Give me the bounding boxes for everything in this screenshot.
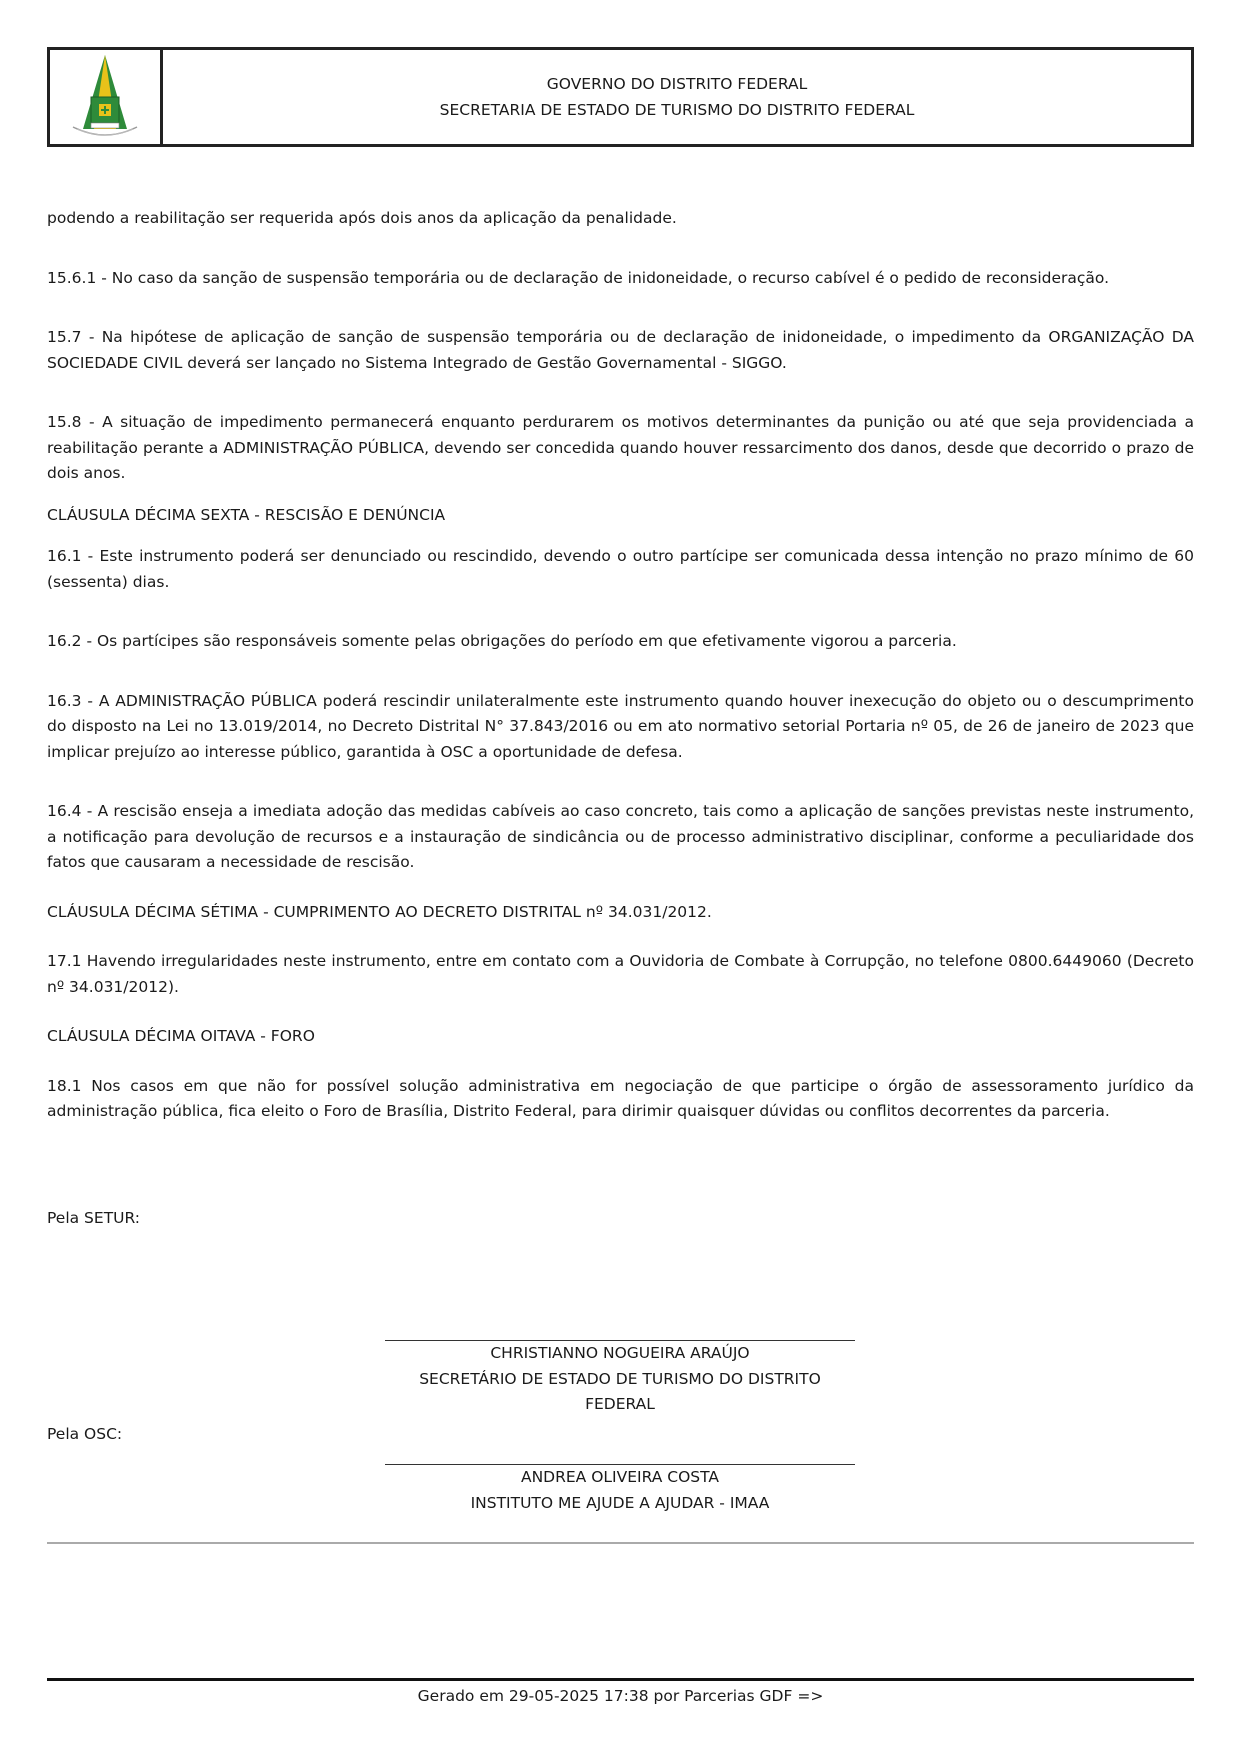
osc-label: Pela OSC: — [47, 1425, 123, 1443]
paragraph-15-8: 15.8 - A situação de impedimento permanecerá enquanto perdurarem os motivos determinantes da punição ou até que seja providenciada a reabilitação perante a ADMINISTRAÇÃO PÚBLICA, devendo ser concedida quando houver ressarcimento dos danos, desde que decorrido o prazo de dois anos. — [47, 413, 1194, 482]
osc-signature-block — [385, 1464, 855, 1516]
document-header — [47, 47, 1194, 147]
clause-18-heading: CLÁUSULA DÉCIMA OITAVA - FORO — [47, 1027, 315, 1045]
osc-signatory-name: ANDREA OLIVEIRA COSTA — [520, 1468, 719, 1486]
clause-16-heading: CLÁUSULA DÉCIMA SEXTA - RESCISÃO E DENÚNCIA — [47, 505, 446, 524]
paragraph-reabilitacao: podendo a reabilitação ser requerida após dois anos da aplicação da penalidade. — [47, 209, 677, 227]
footer-divider — [47, 1678, 1194, 1681]
gdf-coat-of-arms-icon — [65, 51, 145, 143]
paragraph-16-2: 16.2 - Os partícipes são responsáveis somente pelas obrigações do período em que efetivamente vigorou a parceria. — [47, 632, 957, 650]
document-body — [47, 206, 1194, 1125]
paragraph-18-1: 18.1 Nos casos em que não for possível solução administrativa em negociação de que participe o órgão de assessoramento jurídico da administração pública, fica eleito o Foro de Brasília, Distrito Federal, para dirimir quaisquer dúvidas ou conflitos decorrentes da parceria. — [47, 1076, 1194, 1120]
footer-generated-note: Gerado em 29-05-2025 17:38 por Parcerias GDF => — [417, 1687, 824, 1705]
paragraph-16-1: 16.1 - Este instrumento poderá ser denunciado ou rescindido, devendo o outro partícipe ser comunicada dessa intenção no prazo mínimo de 60 (sessenta) dias. — [47, 547, 1194, 591]
logo-cell — [50, 50, 163, 144]
paragraph-16-4: 16.4 - A rescisão enseja a imediata adoção das medidas cabíveis ao caso concreto, tais como a aplicação de sanções previstas neste instrumento, a notificação para devolução de recursos e a instauração de sindicância ou de processo administrativo disciplinar, conforme a peculiaridade dos fatos que causaram a necessidade de rescisão. — [47, 802, 1194, 871]
paragraph-17-1: 17.1 Havendo irregularidades neste instrumento, entre em contato com a Ouvidoria de Combate à Corrupção, no telefone 0800.6449060 (Decreto nº 34.031/2012). — [47, 952, 1194, 996]
setur-signature-block — [385, 1340, 855, 1418]
clause-17-heading: CLÁUSULA DÉCIMA SÉTIMA - CUMPRIMENTO AO DECRETO DISTRITAL nº 34.031/2012. — [47, 902, 712, 921]
header-title — [163, 50, 1191, 144]
setur-signatory-name: CHRISTIANNO NOGUEIRA ARAÚJO — [490, 1344, 750, 1362]
setur-label: Pela SETUR: — [47, 1209, 141, 1227]
section-divider — [47, 1542, 1194, 1544]
paragraph-16-3: 16.3 - A ADMINISTRAÇÃO PÚBLICA poderá rescindir unilateralmente este instrumento quando houver inexecução do objeto ou o descumprimento do disposto na Lei no 13.019/2014, no Decreto Distrital N° 37.843/2016 ou em ato normativo setorial Portaria nº 05, de 26 de janeiro de 2023 que implicar prejuízo ao interesse público, garantida à OSC a oportunidade de defesa. — [47, 691, 1194, 761]
header-line-secretariat: SECRETARIA DE ESTADO DE TURISMO DO DISTRITO FEDERAL — [439, 101, 915, 119]
paragraph-15-6-1: 15.6.1 - No caso da sanção de suspensão temporária ou de declaração de inidoneidade, o recurso cabível é o pedido de reconsideração. — [47, 268, 1110, 287]
paragraph-15-7: 15.7 - Na hipótese de aplicação de sanção de suspensão temporária ou de declaração de inidoneidade, o impedimento da ORGANIZAÇÃO DA SOCIEDADE CIVIL deverá ser lançado no Sistema Integrado de Gestão Governamental - SIGGO. — [47, 328, 1194, 372]
osc-signatory-role: INSTITUTO ME AJUDE A AJUDAR - IMAA — [470, 1493, 770, 1512]
header-line-government: GOVERNO DO DISTRITO FEDERAL — [546, 75, 808, 93]
setur-signatory-role: SECRETÁRIO DE ESTADO DE TURISMO DO DISTRITO FEDERAL — [419, 1369, 821, 1413]
